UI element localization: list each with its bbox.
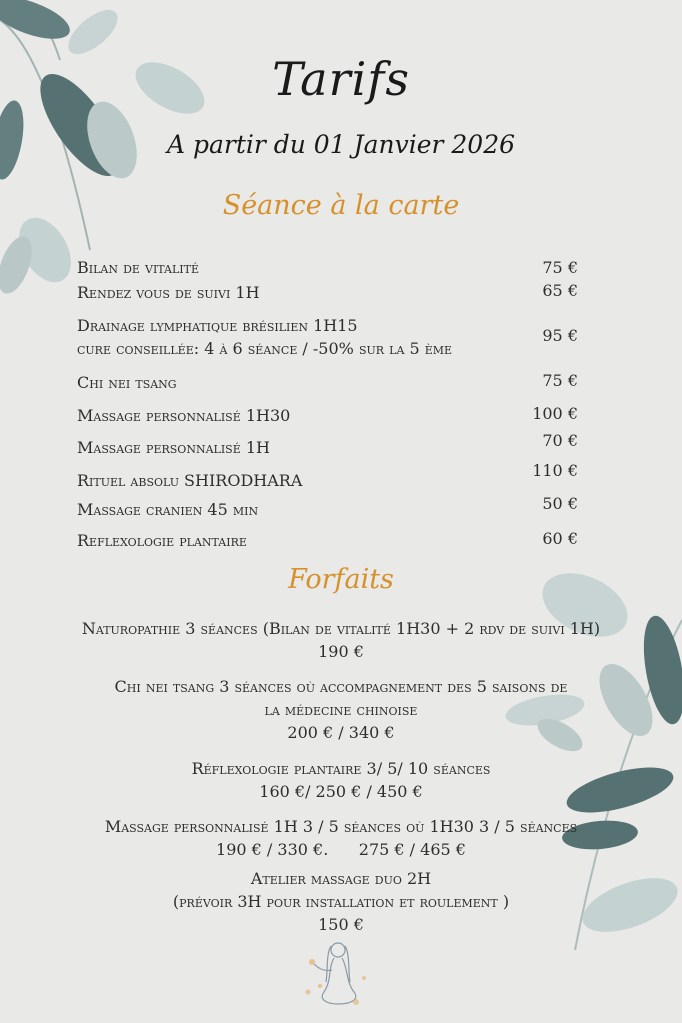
price-row: [77, 461, 580, 492]
forfait-price: 190 €: [318, 642, 364, 661]
price-row-label: Massage personnalisé 1H30: [77, 406, 291, 425]
price-row-value: 75 €: [542, 371, 578, 390]
forfait-description: Massage personnalisé 1H 3 / 5 séances où 1H30 3 / 5 séances: [104, 817, 578, 836]
forfait-description-cont: (prévoir 3H pour installation et roulement ): [172, 892, 510, 911]
forfait-price: 160 €/ 250 € / 450 €: [259, 782, 423, 801]
price-row-label: Massage personnalisé 1H: [77, 438, 270, 457]
price-row-label: Drainage lymphatique brésilien 1H15: [77, 316, 358, 335]
forfait-description: Naturopathie 3 séances (Bilan de vitalité 1H30 + 2 rdv de suivi 1H): [81, 619, 601, 638]
price-row: [77, 404, 580, 427]
forfait-item: [40, 867, 642, 936]
price-row: [77, 371, 580, 394]
forfait-item: [40, 675, 642, 744]
price-row-label: Rendez vous de suivi 1H: [77, 283, 260, 302]
section-title-seance: Séance à la carte: [222, 190, 460, 221]
price-row-value: 70 €: [542, 431, 578, 450]
forfait-item: [40, 617, 642, 663]
forfait-description: Réflexologie plantaire 3/ 5/ 10 séances: [191, 759, 491, 778]
page-subtitle: A partir du 01 Janvier 2026: [166, 130, 516, 159]
price-row: [77, 314, 580, 360]
forfait-price: 150 €: [318, 915, 364, 934]
price-row: [77, 281, 580, 304]
price-row-label: Rituel absolu SHIRODHARA: [77, 471, 303, 490]
price-row-label: Chi nei tsang: [77, 373, 177, 392]
forfait-description: Atelier massage duo 2H: [250, 869, 432, 888]
forfait-item: [40, 815, 642, 861]
meditating-woman-logo-icon: [298, 930, 378, 1015]
price-row-label: Bilan de vitalité: [77, 258, 199, 277]
forfait-price: 200 € / 340 €: [287, 723, 395, 742]
price-row-value: 50 €: [542, 494, 578, 513]
forfait-item: [40, 757, 642, 803]
price-row-value: 75 €: [542, 258, 578, 277]
price-row-value: 65 €: [542, 281, 578, 300]
section-title-forfaits: Forfaits: [288, 564, 394, 595]
price-row-value: 100 €: [532, 404, 578, 423]
price-row-value: 110 €: [532, 461, 578, 480]
forfait-description: Chi nei tsang 3 séances où accompagnement des 5 saisons de: [114, 677, 568, 696]
price-row-value: 60 €: [542, 529, 578, 548]
price-row: [77, 431, 580, 459]
price-row: [77, 529, 580, 552]
forfait-price: 190 € / 330 €. 275 € / 465 €: [216, 840, 466, 859]
page-title: Tarifs: [272, 52, 410, 106]
price-row: [77, 494, 580, 521]
price-row: [77, 256, 580, 279]
price-row-label: Massage cranien 45 min: [77, 500, 259, 519]
price-row-note: cure conseillée: 4 à 6 séance / -50% sur la 5 ème: [77, 339, 453, 358]
forfait-description-cont: la médecine chinoise: [264, 700, 418, 719]
price-row-value: 95 €: [542, 326, 578, 345]
price-row-label: Reflexologie plantaire: [77, 531, 247, 550]
